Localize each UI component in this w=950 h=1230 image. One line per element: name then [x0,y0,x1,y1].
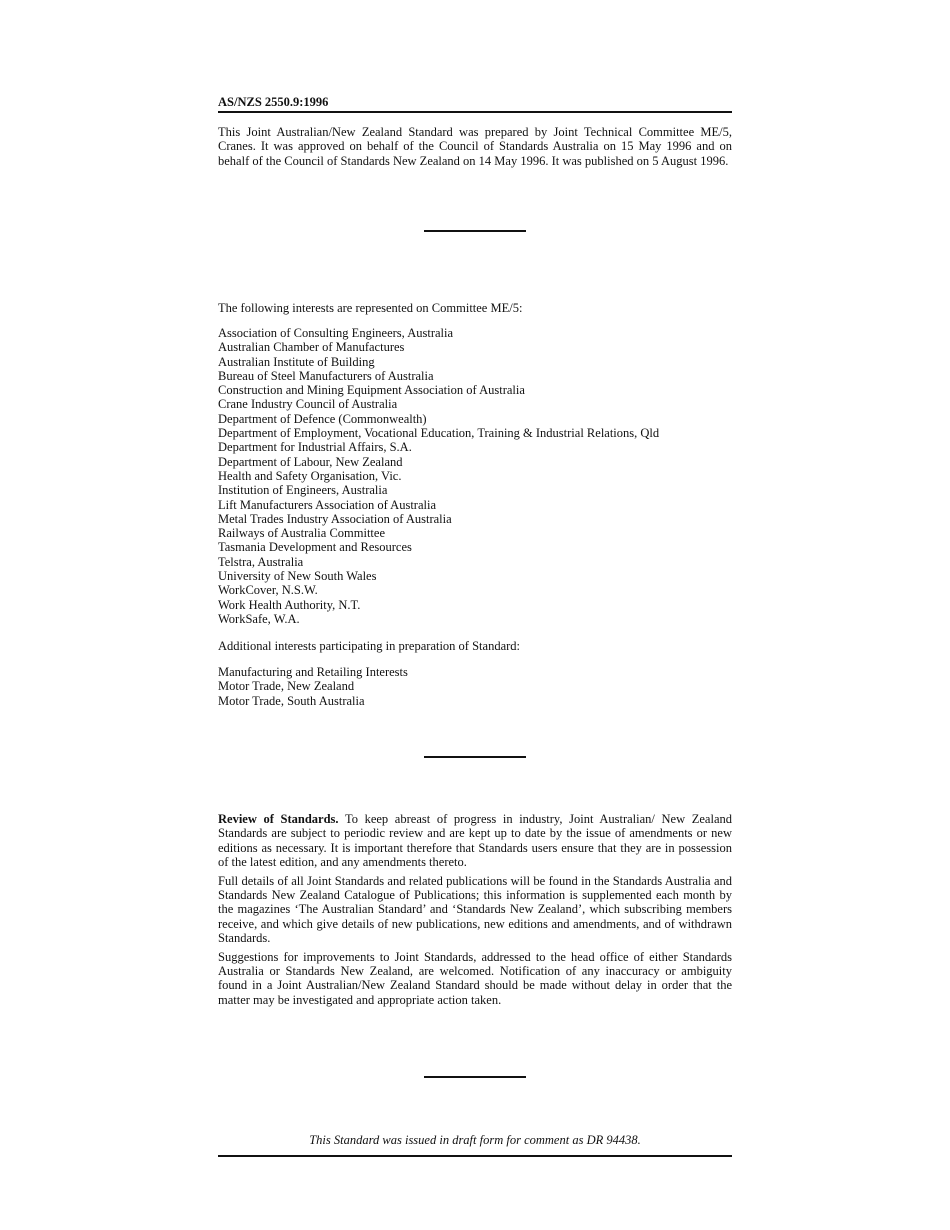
list-item: WorkSafe, W.A. [218,611,300,626]
list-item: Institution of Engineers, Australia [218,483,388,498]
list-item: Lift Manufacturers Association of Australia [218,497,436,512]
list-item: Tasmania Development and Resources [218,540,412,555]
review-section [218,812,732,1011]
intro-paragraph: This Joint Australian/New Zealand Standard was prepared by Joint Technical Committee ME/5, Cranes. It was approved on behalf of the Council of Standards Australia on 15 May 1996 and on behalf of the Council of Standards New Zealand on 14 May 1996. It was published on 5 August 1996. [218,125,732,168]
document-id: AS/NZS 2550.9:1996 [218,95,329,109]
list-item: University of New South Wales [218,569,377,584]
list-item: Health and Safety Organisation, Vic. [218,468,402,483]
list-item: Manufacturing and Retailing Interests [218,665,408,679]
additional-interests-heading: Additional interests participating in preparation of Standard: [218,639,521,653]
list-item: Department of Defence (Commonwealth) [218,411,427,426]
list-item: Metal Trades Industry Association of Australia [218,511,452,526]
review-paragraph: Suggestions for improvements to Joint Standards, addressed to the head office of either Standards Australia or Standards New Zealand, are welcomed. Notification of any inaccuracy or ambiguity found in a Joint Australian/New Zealand Standard should be made without delay in order that the matter may be investigated and appropriate action taken. [218,949,732,1007]
committee-heading: The following interests are represented on Committee ME/5: [218,301,523,315]
list-item: Work Health Authority, N.T. [218,597,361,612]
list-item: Motor Trade, New Zealand [218,679,355,694]
list-item: Association of Consulting Engineers, Australia [218,326,454,340]
document-page [218,0,732,1230]
review-paragraph [218,812,732,870]
review-paragraph: Full details of all Joint Standards and related publications will be found in the Standards Australia and Standards New Zealand Catalogue of Publications; this information is supplemented each month by the magazines ‘The Australian Standard’ and ‘Standards New Zealand’, which subscribing members receive, and which give details of new publications, new editions and amendments, and of withdrawn Standards. [218,873,732,946]
list-item: Department of Employment, Vocational Education, Training & Industrial Relations, Qld [218,426,660,441]
draft-note: This Standard was issued in draft form for comment as DR 94438. [309,1133,641,1147]
list-item: Construction and Mining Equipment Association of Australia [218,383,525,398]
list-item: Bureau of Steel Manufacturers of Australia [218,368,434,383]
header-rule [218,111,732,113]
list-item: Australian Chamber of Manufactures [218,340,405,355]
list-item: Motor Trade, South Australia [218,693,365,708]
section-separator [424,756,526,758]
list-item: WorkCover, N.S.W. [218,583,318,598]
list-item: Department of Labour, New Zealand [218,454,403,469]
list-item: Australian Institute of Building [218,354,375,369]
footer-rule [218,1155,732,1157]
section-separator [424,230,526,232]
list-item: Department for Industrial Affairs, S.A. [218,440,412,455]
list-item: Railways of Australia Committee [218,526,385,541]
list-item: Telstra, Australia [218,554,304,569]
committee-interests-list [218,326,659,626]
list-item: Crane Industry Council of Australia [218,397,398,412]
section-separator [424,1076,526,1078]
review-paragraph-text: To keep abreast of progress in industry, Joint Australian/ New Zealand Standards are subject to periodic review and are kept up to date by the issue of amendments or new editions as necessary. It is important therefore that Standards users ensure that they are in possession of the latest edition, and any amendments thereto. [218,812,732,870]
additional-interests-list [218,665,408,708]
review-lead: Review of Standards. [218,812,339,826]
